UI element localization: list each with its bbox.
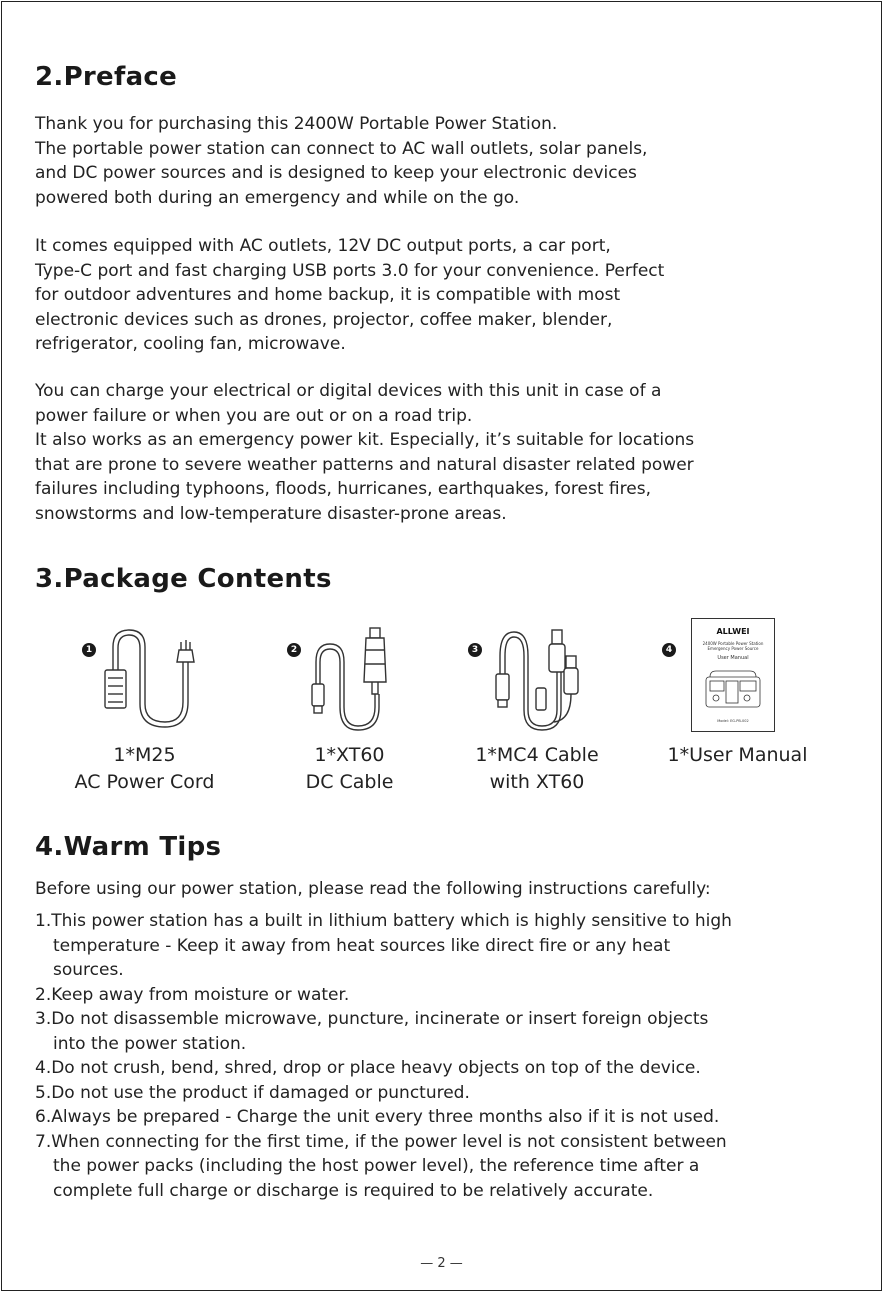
preface-paragraph-1 <box>35 112 647 210</box>
text-line: The portable power station can connect to AC wall outlets, solar panels, <box>35 138 648 159</box>
list-item <box>35 909 732 983</box>
tip-text: 6.Always be prepared - Charge the unit every three months also if it is not used. <box>35 1107 720 1127</box>
text-line: and DC power sources and is designed to keep your electronic devices <box>35 163 637 183</box>
ac-power-cord-icon <box>97 622 207 732</box>
text-line: Thank you for purchasing this 2400W Portable Power Station. <box>35 114 558 134</box>
item-name: 1*M25 <box>113 744 176 766</box>
manual-subtitle-line: Emergency Power Source <box>707 646 759 651</box>
text-line: Type-C port and fast charging USB ports 3.0 for your convenience. Perfect <box>35 260 665 281</box>
list-item <box>35 1081 732 1106</box>
tip-text: temperature - Keep it away from heat sources like direct fire or any heat <box>53 935 671 956</box>
tip-text: into the power station. <box>53 1033 247 1054</box>
package-item-caption <box>447 742 627 796</box>
mc4-cable-icon <box>482 622 592 732</box>
preface-paragraph-3 <box>35 379 694 526</box>
package-item-caption <box>47 742 242 796</box>
dc-cable-icon <box>302 622 402 732</box>
text-line: refrigerator, cooling fan, microwave. <box>35 334 346 354</box>
item-description: AC Power Cord <box>74 771 215 793</box>
manual-model: Model: EG-PB-002 <box>717 719 749 723</box>
manual-subtitle-line: 2400W Portable Power Station <box>702 641 764 646</box>
text-line: snowstorms and low-temperature disaster-prone areas. <box>35 503 507 524</box>
tips-heading: 4.Warm Tips <box>35 832 222 862</box>
list-item <box>35 983 732 1008</box>
item-description: with XT60 <box>489 771 585 793</box>
package-item-caption <box>640 742 835 769</box>
text-line: for outdoor adventures and home backup, it is compatible with most <box>35 285 621 305</box>
power-station-illustration <box>704 669 762 709</box>
item-number-badge: 3 <box>468 643 482 657</box>
tip-text: complete full charge or discharge is required to be relatively accurate. <box>53 1180 654 1201</box>
item-name: 1*User Manual <box>667 744 808 766</box>
manual-title: User Manual <box>717 655 749 661</box>
item-name: 1*XT60 <box>314 744 385 766</box>
user-manual-icon <box>691 618 775 732</box>
tip-text: 2.Keep away from moisture or water. <box>35 984 350 1005</box>
tip-text: 7.When connecting for the first time, if the power level is not consistent between <box>35 1131 727 1152</box>
tip-text: the power packs (including the host power level), the reference time after a <box>53 1156 700 1176</box>
text-line: that are prone to severe weather patterns and natural disaster related power <box>35 454 694 475</box>
item-name: 1*MC4 Cable <box>475 744 599 766</box>
text-line: electronic devices such as drones, projector, coffee maker, blender, <box>35 309 613 330</box>
package-item-caption <box>257 742 442 796</box>
tips-list <box>35 909 732 1203</box>
package-heading: 3.Package Contents <box>35 564 332 594</box>
text-line: power failure or when you are out or on a road trip. <box>35 405 473 426</box>
text-line: It also works as an emergency power kit. Especially, it’s suitable for locations <box>35 430 695 450</box>
tip-text: 4.Do not crush, bend, shred, drop or place heavy objects on top of the device. <box>35 1058 701 1078</box>
preface-heading: 2.Preface <box>35 62 178 92</box>
text-line: powered both during an emergency and while on the go. <box>35 187 520 208</box>
tip-text: 5.Do not use the product if damaged or punctured. <box>35 1082 470 1103</box>
tip-text: 1.This power station has a built in lithium battery which is highly sensitive to high <box>35 911 732 931</box>
list-item <box>35 1056 732 1081</box>
text-line: failures including typhoons, floods, hurricanes, earthquakes, forest fires, <box>35 479 651 499</box>
list-item <box>35 1007 732 1056</box>
item-description: DC Cable <box>305 771 394 793</box>
page-number: — 2 — <box>420 1256 463 1271</box>
manual-subtitle <box>692 641 774 651</box>
manual-page <box>1 1 882 1291</box>
tips-intro: Before using our power station, please read the following instructions carefully: <box>35 879 711 899</box>
item-number-badge: 4 <box>662 643 676 657</box>
item-number-badge: 1 <box>82 643 96 657</box>
tip-text: sources. <box>53 960 124 980</box>
text-line: You can charge your electrical or digital devices with this unit in case of a <box>35 381 662 401</box>
item-number-badge: 2 <box>287 643 301 657</box>
list-item <box>35 1130 732 1204</box>
tip-text: 3.Do not disassemble microwave, puncture, incinerate or insert foreign objects <box>35 1009 709 1029</box>
preface-paragraph-2 <box>35 234 664 357</box>
text-line: It comes equipped with AC outlets, 12V DC output ports, a car port, <box>35 236 611 256</box>
list-item <box>35 1105 732 1130</box>
manual-brand: ALLWEI <box>716 627 750 636</box>
